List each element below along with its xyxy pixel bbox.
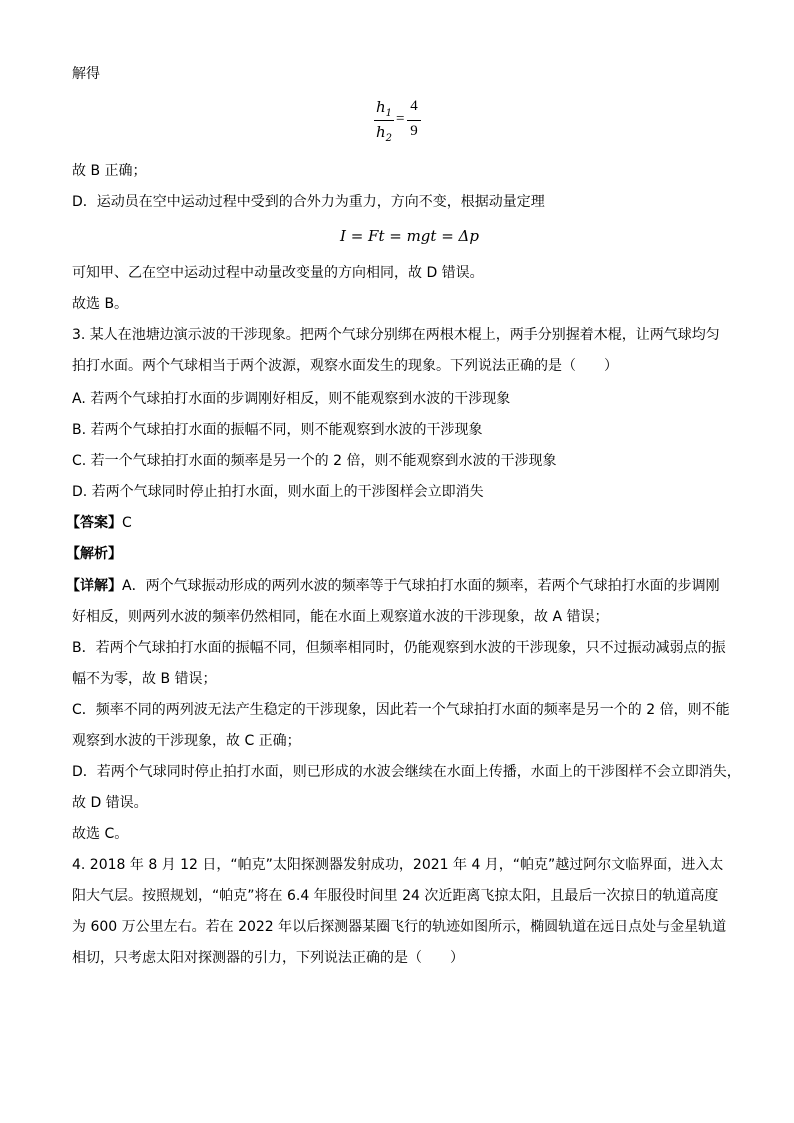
detail-b-line-1: B．若两个气球拍打水面的振幅不同，但频率相同时，仍能观察到水波的干涉现象，只不过振动减弱点的振 <box>72 640 726 656</box>
detail-d-line-2: 故 D 错误。 <box>72 795 148 811</box>
detail-a-text: A．两个气球振动形成的两列水波的频率等于气球拍打水面的频率，若两个气球拍打水面的步调刚 <box>122 578 720 594</box>
frac-bar-right <box>407 120 421 121</box>
question-4-line-3: 为 600 万公里左右。若在 2022 年以后探测器某圈飞行的轨迹如图所示，椭圆轨道在远日点处与金星轨道 <box>72 919 727 935</box>
text-b-correct: 故 B 正确； <box>72 163 147 179</box>
option-b: B. 若两个气球拍打水面的振幅不同，则不能观察到水波的干涉现象 <box>72 422 483 438</box>
detail-c-line-1: C．频率不同的两列波无法产生稳定的干涉现象，因此若一个气球拍打水面的频率是另一个的 2 倍，则不能 <box>72 702 730 718</box>
frac-numerator-h1: $h_1$ <box>375 98 393 119</box>
text-jiede: 解得 <box>72 66 100 82</box>
fraction-equation <box>370 98 430 146</box>
detail-a-line-1 <box>66 576 720 596</box>
option-c: C. 若一个气球拍打水面的频率是另一个的 2 倍，则不能观察到水波的干涉现象 <box>72 453 557 469</box>
text-d-conclusion: 可知甲、乙在空中运动过程中动量改变量的方向相同，故 D 错误。 <box>72 265 484 281</box>
detail-b-line-2: 幅不为零，故 B 错误； <box>72 671 217 687</box>
question-4-line-4: 相切，只考虑太阳对探测器的引力，下列说法正确的是（ ） <box>72 950 464 966</box>
frac-numerator-4: 4 <box>410 98 418 114</box>
detail-c-line-2: 观察到水波的干涉现象，故 C 正确； <box>72 733 301 749</box>
detail-d-line-1: D．若两个气球同时停止拍打水面，则已形成的水波会继续在水面上传播，水面上的干涉图样不会立即消失， <box>72 764 741 780</box>
equation-impulse: I = Ft = mgt = Δp <box>340 227 479 245</box>
text-d-analysis: D．运动员在空中运动过程中受到的合外力为重力，方向不变，根据动量定理 <box>72 194 545 210</box>
frac-bar-left <box>374 120 394 121</box>
detail-tag: 【详解】 <box>66 578 122 594</box>
answer-tag: 【答案】 <box>66 515 122 531</box>
question-3-line-1: 3. 某人在池塘边演示波的干涉现象。把两个气球分别绑在两根木棍上，两手分别握着木棍，让两气球均匀 <box>72 327 720 343</box>
answer-line <box>66 513 132 533</box>
answer-value: C <box>122 515 132 531</box>
option-d: D. 若两个气球同时停止拍打水面，则水面上的干涉图样会立即消失 <box>72 484 484 500</box>
question-4-line-1: 4. 2018 年 8 月 12 日，“帕克”太阳探测器发射成功，2021 年 4 月，“帕克”越过阿尔文临界面，进入太 <box>72 857 724 873</box>
text-choose-b: 故选 B。 <box>72 296 129 312</box>
frac-denominator-h2: $h_2$ <box>375 123 393 144</box>
frac-equals: = <box>396 111 405 127</box>
question-3-line-2: 拍打水面。两个气球相当于两个波源，观察水面发生的现象。下列说法正确的是（ ） <box>72 358 618 374</box>
question-4-line-2: 阳大气层。按照规划，“帕克”将在 6.4 年服役时间里 24 次近距离飞掠太阳，且最后一次掠日的轨道高度 <box>72 888 719 904</box>
frac-denominator-9: 9 <box>410 123 418 139</box>
analysis-tag: 【解析】 <box>66 546 122 562</box>
option-a: A. 若两个气球拍打水面的步调刚好相反，则不能观察到水波的干涉现象 <box>72 391 511 407</box>
text-choose-c: 故选 C。 <box>72 826 129 842</box>
detail-a-line-2: 好相反，则两列水波的频率仍然相同，能在水面上观察道水波的干涉现象，故 A 错误； <box>72 609 609 625</box>
